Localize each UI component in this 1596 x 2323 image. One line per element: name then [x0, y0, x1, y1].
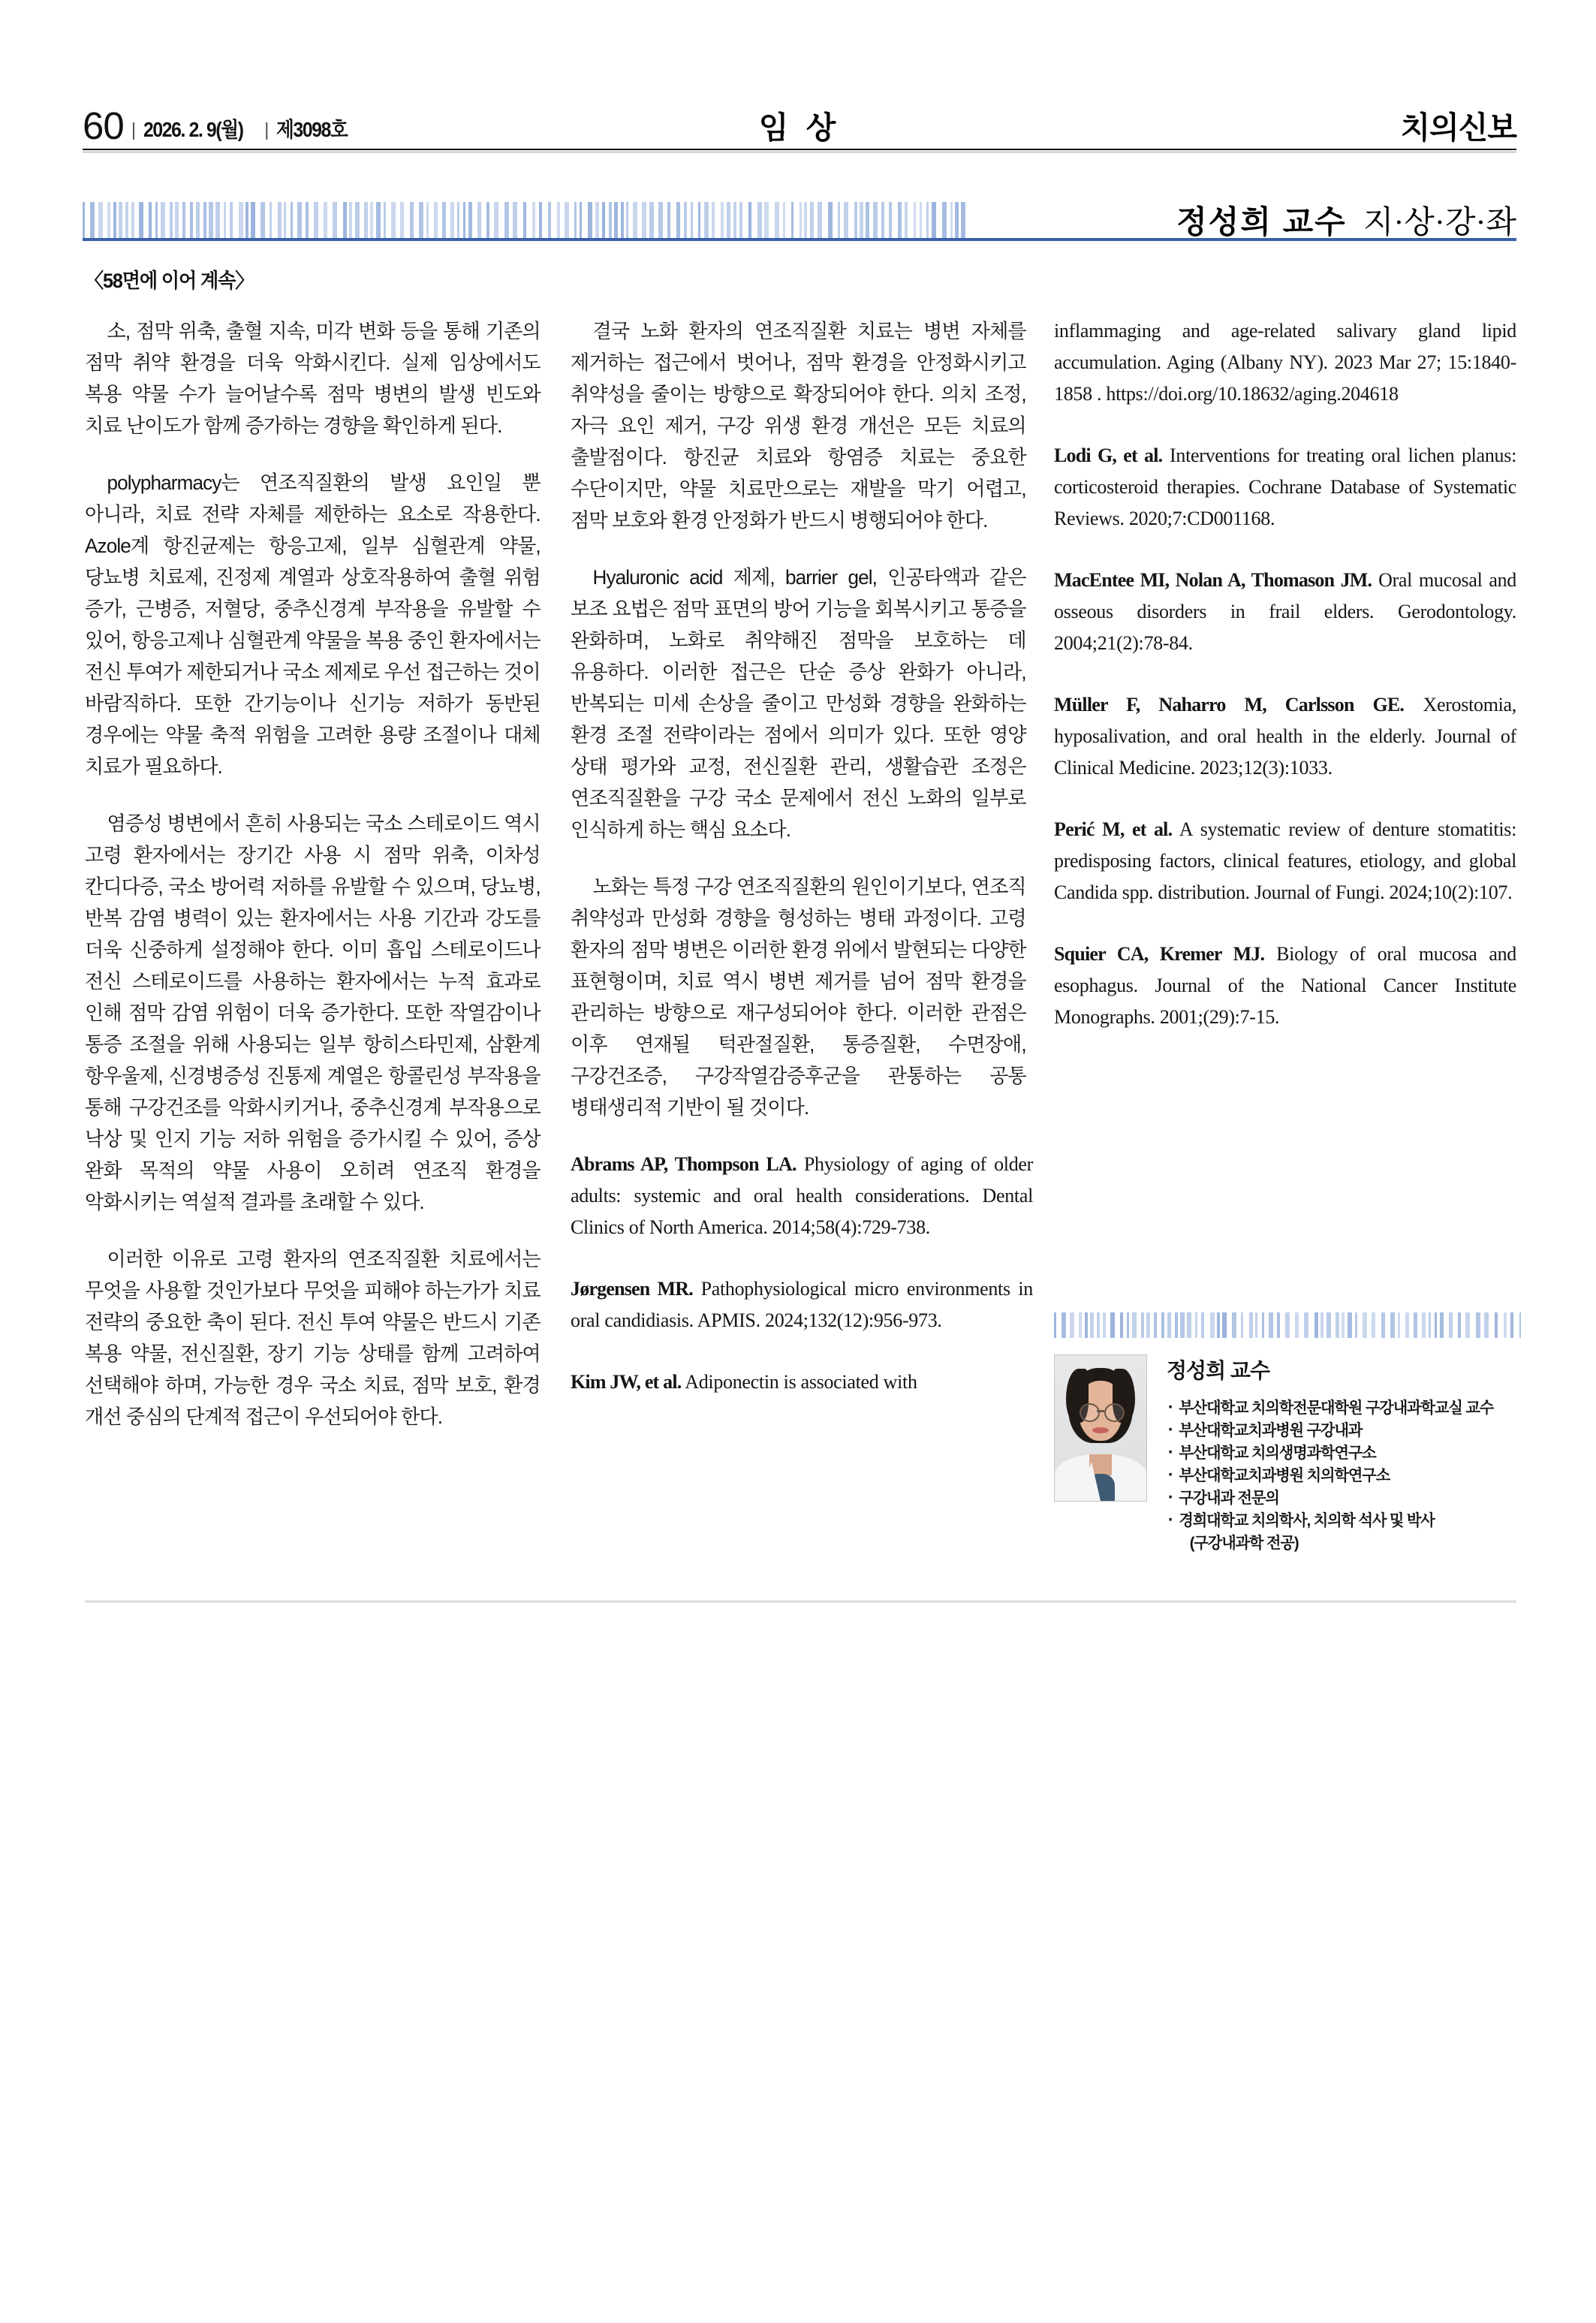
- reference-entry: [1054, 440, 1516, 535]
- issue-number: 제3098호: [276, 118, 348, 141]
- series-label: 지·상·강·좌: [1363, 206, 1516, 240]
- page-number: 60: [83, 104, 124, 147]
- folio-separator-1: |: [131, 119, 137, 140]
- section-title: 임 상: [758, 110, 841, 145]
- footer-divider: [85, 1601, 1516, 1603]
- reference-authors: Jørgensen MR.: [571, 1278, 693, 1300]
- masthead: [83, 96, 1516, 146]
- reference-authors: Perić M, et al.: [1054, 818, 1173, 840]
- author-bio-box: [1054, 1312, 1521, 1555]
- article-column-3: [1054, 315, 1516, 1063]
- publication-title: 치의신보: [1400, 110, 1516, 145]
- reference-entry: [1054, 315, 1516, 410]
- reference-body: A systematic review of denture stomatitis: predisposing factors, clinical features, etiology, and global Candida spp. distribution. Journal of Fungi. 2024;10(2):107.: [1054, 818, 1516, 903]
- reference-entry: [571, 1366, 1033, 1398]
- reference-entry: [571, 1149, 1033, 1243]
- reference-authors: Squier CA, Kremer MJ.: [1054, 943, 1265, 965]
- bio-body: [1054, 1354, 1521, 1555]
- reference-authors: Lodi G, et al.: [1054, 444, 1163, 466]
- reference-body: Interventions for treating oral lichen planus: corticosteroid therapies. Cochrane Database of Systematic Reviews. 2020;7:CD001168.: [1054, 444, 1516, 529]
- issue-date: 2026. 2. 9(월): [143, 118, 243, 141]
- article-column-1: [85, 315, 547, 1458]
- paragraph: 이러한 이유로 고령 환자의 연조직질환 치료에서는 무엇을 사용할 것인가보다 무엇을 피해야 하는가가 치료 전략의 중요한 축이 된다. 전신 투여 약물은 반드시 기존 복용 약물, 전신질환, 장기 기능 상태를 함께 고려하여 선택해야 하며, 가능한 경우 국소 치료, 점막 보호, 환경 개선 중심의 단계적 접근이 우선되어야 한다.: [85, 1248, 541, 1428]
- series-stripe-pattern: [83, 202, 968, 238]
- reference-entry: [1054, 565, 1516, 659]
- paragraph: 노화는 특정 구강 연조직질환의 원인이기보다, 연조직 취약성과 만성화 경향을 형성하는 병태 과정이다. 고령 환자의 점막 병변은 이러한 환경 위에서 발현되는 다양한 표현형이며, 치료 역시 병변 제거를 넘어 점막 환경을 관리하는 방향으로 재구성되어야 한다. 이러한 관점은 이후 연재될 턱관절질환, 통증질환, 수면장애, 구강건조증, 구강작열감증후군을 관통하는 공통 병태생리적 기반이 될 것이다.: [571, 875, 1026, 1119]
- bio-text: [1167, 1354, 1521, 1555]
- reference-body: inflammaging and age-related salivary gland lipid accumulation. Aging (Albany NY). 2023 Mar 27; 15:1840-1858 . https://doi.org/10.18632/aging.204618: [1054, 320, 1516, 405]
- reference-body: Adiponectin is associated with: [681, 1371, 917, 1393]
- credential-item: · 부산대학교 치의학전문대학원 구강내과학교실 교수: [1167, 1397, 1507, 1420]
- reference-body: Pathophysiological micro environments in oral candidiasis. APMIS. 2024;132(12):956-973.: [571, 1278, 1033, 1331]
- series-header: [83, 197, 1516, 243]
- author-name: 정성희 교수: [1167, 1359, 1270, 1382]
- paragraph: 결국 노화 환자의 연조직질환 치료는 병변 자체를 제거하는 접근에서 벗어나, 점막 환경을 안정화시키고 취약성을 줄이는 방향으로 확장되어야 한다. 의치 조정, 자극 요인 제거, 구강 위생 환경 개선은 모든 치료의 출발점이다. 항진균 치료와 항염증 치료는 중요한 수단이지만, 약물 치료만으로는 재발을 막기 어렵고, 점막 보호와 환경 안정화가 반드시 병행되어야 한다.: [571, 320, 1026, 532]
- reference-body: Oral mucosal and osseous disorders in frail elders. Gerodontology. 2004;21(2):78-84.: [1054, 569, 1516, 654]
- reference-body: Biology of oral mucosa and esophagus. Journal of the National Cancer Institute Monographs. 2001;(29):7-15.: [1054, 943, 1516, 1028]
- reference-authors: Müller F, Naharro M, Carlsson GE.: [1054, 694, 1405, 716]
- masthead-folio: [83, 104, 357, 147]
- reference-entry: [1054, 814, 1516, 908]
- paragraph: polypharmacy는 연조직질환의 발생 요인일 뿐 아니라, 치료 전략 자체를 제한하는 요소로 작용한다. Azole계 항진균제는 항응고제, 일부 심혈관계 약물, 당뇨병 치료제, 진정제 계열과 상호작용하여 출혈 위험 증가, 근병증, 저혈당, 중추신경계 부작용을 유발할 수 있어, 항응고제나 심혈관계 약물을 복용 중인 환자에서는 전신 투여가 제한되거나 국소 제제로 우선 접근하는 것이 바람직하다. 또한 간기능이나 신기능 저하가 동반된 경우에는 약물 축적 위험을 고려한 용량 조절이나 대체 치료가 필요하다.: [85, 472, 541, 778]
- series-title: [1176, 197, 1516, 243]
- credential-item: · 구강내과 전문의: [1167, 1487, 1507, 1510]
- continuation-note: 〈58면에 이어 계속〉: [85, 270, 254, 292]
- reference-authors: Abrams AP, Thompson LA.: [571, 1153, 796, 1175]
- reference-entry: [1054, 939, 1516, 1033]
- masthead-divider: [83, 149, 1516, 152]
- credential-item: · 부산대학교 치의생명과학연구소: [1167, 1442, 1507, 1465]
- paragraph: 염증성 병변에서 흔히 사용되는 국소 스테로이드 역시 고령 환자에서는 장기간 사용 시 점막 위축, 이차성 칸디다증, 국소 방어력 저하를 유발할 수 있으며, 당뇨병, 반복 감염 병력이 있는 환자에서는 사용 기간과 강도를 더욱 신중하게 설정해야 한다. 이미 흡입 스테로이드나 전신 스테로이드를 사용하는 환자에서는 누적 효과로 인해 점막 감염 위험이 더욱 증가한다. 또한 작열감이나 통증 조절을 위해 사용되는 일부 항히스타민제, 삼환계 항우울제, 신경병증성 진통제 계열은 항콜린성 부작용을 통해 구강건조를 악화시키거나, 중추신경계 부작용으로 낙상 및 인지 기능 저하 위험을 증가시킬 수 있어, 증상 완화 목적의 약물 사용이 오히려 연조직 환경을 악화시키는 역설적 결과를 초래할 수 있다.: [85, 812, 541, 1213]
- folio-separator-2: |: [263, 119, 270, 140]
- credential-item-sub: (구강내과학 전공): [1189, 1535, 1299, 1552]
- reference-body: Physiology of aging of older adults: systemic and oral health considerations. Dental Clinics of North America. 2014;58(4):729-738.: [571, 1153, 1034, 1238]
- paragraph: 소, 점막 위축, 출혈 지속, 미각 변화 등을 통해 기존의 점막 취약 환경을 더욱 악화시킨다. 실제 임상에서도 복용 약물 수가 늘어날수록 점막 병변의 발생 빈도와 치료 난이도가 함께 증가하는 경향을 확인하게 된다.: [85, 320, 541, 437]
- reference-authors: MacEntee MI, Nolan A, Thomason JM.: [1054, 569, 1372, 591]
- paragraph: Hyaluronic acid 제제, barrier gel, 인공타액과 같은 보조 요법은 점막 표면의 방어 기능을 회복시키고 통증을 완화하며, 노화로 취약해진 점막을 보호하는 데 유용하다. 이러한 접근은 단순 증상 완화가 아니라, 반복되는 미세 손상을 줄이고 만성화 경향을 완화하는 환경 조절 전략이라는 점에서 의미가 있다. 또한 영양 상태 평가와 교정, 전신질환 관리, 생활습관 조정은 연조직질환을 구강 국소 문제에서 전신 노화의 일부로 인식하게 하는 핵심 요소다.: [571, 566, 1026, 841]
- article-column-2: [571, 315, 1033, 1428]
- credential-item: · 부산대학교치과병원 치의학연구소: [1167, 1465, 1507, 1487]
- author-credentials-list: [1167, 1397, 1521, 1555]
- bio-stripe-pattern: [1054, 1312, 1521, 1338]
- reference-entry: [1054, 689, 1516, 784]
- series-author-name: 정성희 교수: [1176, 204, 1347, 240]
- reference-body: Xerostomia, hyposalivation, and oral health in the elderly. Journal of Clinical Medicine. 2023;12(3):1033.: [1054, 694, 1516, 779]
- reference-authors: Kim JW, et al.: [571, 1371, 682, 1393]
- credential-item: · 경희대학교 치의학사, 치의학 석사 및 박사: [1167, 1510, 1507, 1532]
- author-portrait-photo: [1054, 1354, 1147, 1502]
- reference-entry: [571, 1273, 1033, 1336]
- credential-item: · 부산대학교치과병원 구강내과: [1167, 1420, 1507, 1442]
